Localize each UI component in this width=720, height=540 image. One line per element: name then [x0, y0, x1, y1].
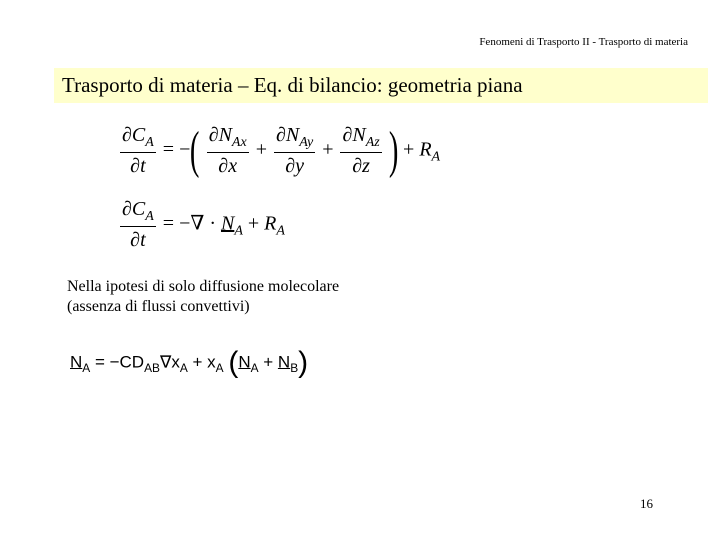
equation-2: $\frac{\partial C_A}{\partial t}$ = −∇ · $N_A + R_A$ [122, 198, 285, 252]
header-note: Fenomeni di Trasporto II - Trasporto di materia [479, 36, 688, 48]
paragraph: Nella ipotesi di solo diffusione molecolare (assenza di flussi convettivi) [67, 278, 340, 315]
page-number: 16 [640, 496, 653, 511]
title-band [54, 68, 708, 103]
equation-1: $\frac{\partial C_A}{\partial t}$ = −( $\frac{\partial N_{Ax}}{\partial x}$ + $\frac{\partial N_{Ay}}{\partial y}$ + $\frac{\partial N_{Az}}{\partial z}$ ) + $R_A$ [122, 121, 441, 179]
equation-3: $N_A = -CD_{AB}\nabla x_A + x_A$ $(N_A + N_B)$ [70, 346, 309, 379]
slide-title: Trasporto di materia – Eq. di bilancio: geometria piana [62, 73, 523, 97]
